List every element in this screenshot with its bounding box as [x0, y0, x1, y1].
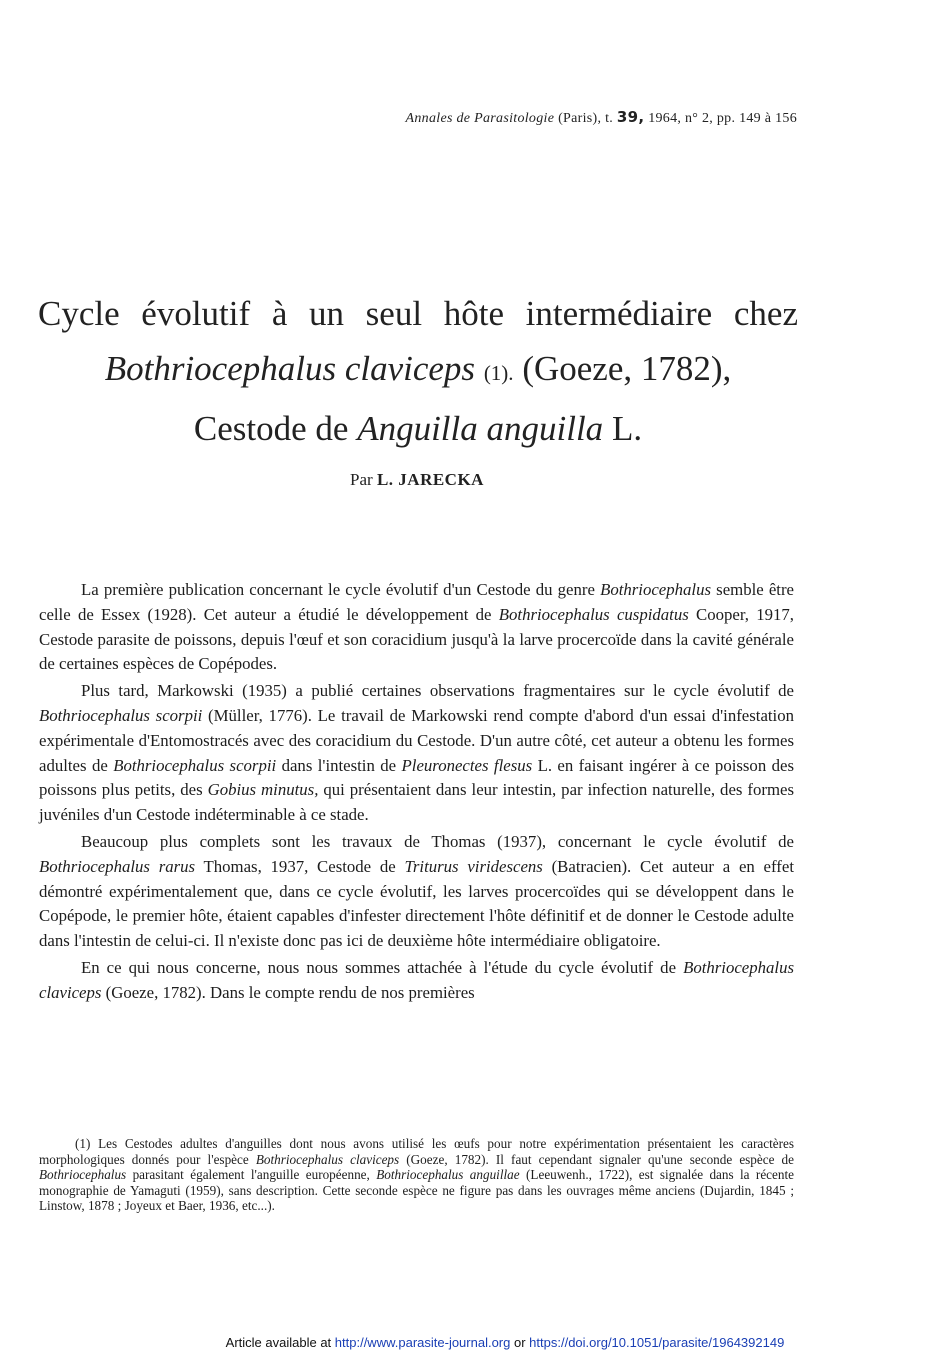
text-run: En ce qui nous concerne, nous nous sommes attachée à l'étude du cycle évolutif de — [81, 957, 684, 977]
species-name: Bothriocephalus — [600, 580, 712, 599]
article-body — [39, 578, 794, 1008]
title-line-3 — [38, 401, 798, 456]
journal-issue-pages: 1964, n° 2, pp. 149 à 156 — [648, 111, 797, 126]
text-run: Beaucoup plus complets sont les travaux de Thomas (1937), concernant le cycle évolutif de — [81, 831, 794, 851]
text-run: Thomas, 1937, Cestode de — [195, 856, 405, 876]
author-line — [0, 470, 834, 490]
footnote-reference: (1). — [483, 361, 514, 385]
species-name: Triturus viridescens — [404, 856, 543, 876]
text-run: (Müller, 1776). Le travail de Markowski rend compte d'abord d'un essai d'infestation expérimentale d'Entomostracés avec des coracidium du Cestode. D'un autre côté, cet auteur a obtenu les formes adultes de — [39, 705, 795, 775]
paragraph-1 — [39, 578, 794, 677]
text-run: Plus tard, Markowski (1935) a publié certaines observations fragmentaires sur le cycle évolutif de — [81, 681, 794, 701]
title-authority: (Goeze, 1782), — [522, 349, 732, 388]
species-name: Bothriocephalus claviceps — [255, 1151, 400, 1167]
author-name: L. JARECKA — [376, 470, 484, 489]
species-name: Bothriocephalus — [39, 1167, 127, 1183]
journal-volume: 39, — [616, 108, 645, 126]
species-name: Bothriocephalus claviceps — [39, 957, 794, 1002]
doi-link[interactable]: https://doi.org/10.1051/parasite/1964392149 — [529, 1335, 785, 1350]
species-name: Gobius minutus, — [207, 780, 319, 800]
text-run: (Goeze, 1782). Dans le compte rendu de nos premières — [101, 982, 475, 1002]
paragraph-2 — [39, 679, 794, 828]
journal-citation — [406, 108, 798, 127]
text-run: L. en faisant ingérer à ce poisson des poissons plus petits, des — [39, 755, 794, 800]
paragraph-4 — [39, 956, 794, 1006]
title-host-authority: L. — [611, 409, 643, 448]
title-species: claviceps — [344, 349, 476, 388]
footnote — [39, 1136, 794, 1214]
title-host: Anguilla anguilla — [357, 409, 604, 448]
text-run: dans l'intestin de — [276, 755, 402, 775]
text-run: semble être celle de Essex (1928). Cet auteur a étudié le développement de — [39, 580, 794, 624]
species-name: Pleuronectes flesus — [401, 755, 533, 775]
species-name: Bothriocephalus rarus — [39, 856, 196, 876]
title-cestode-de: Cestode de — [193, 409, 349, 448]
title-line-1: Cycle évolutif à un seul hôte intermédiaire chez — [38, 294, 798, 333]
text-run: La première publication concernant le cycle évolutif d'un Cestode du genre — [81, 580, 601, 599]
species-name: Bothriocephalus scorpii — [39, 705, 203, 725]
species-name: Bothriocephalus scorpii — [113, 755, 277, 775]
species-name: Bothriocephalus cuspidatus — [498, 604, 689, 624]
availability-footer — [0, 1335, 930, 1350]
text-run: Cooper, 1917, Cestode parasite de poissons, depuis l'œuf et son coracidium jusqu'à la larve procercoïde dans la cavité générale de certaines espèces de Copépodes. — [39, 604, 794, 674]
text-run: (Batracien). Cet auteur a en effet démontré expérimentalement que, dans ce cycle évolutif, les larves procercoïdes qui se développent dans le Copépode, le premier hôte, étaient capables d'infester directement l'hôte définitif et de donner le Cestode adulte dans l'intestin de celui-ci. Il n'existe donc pas ici de deuxième hôte intermédiaire obligatoire. — [39, 856, 794, 951]
journal-city: (Paris), t. — [558, 111, 614, 126]
text-run: (Goeze, 1782). Il faut cependant signaler qu'une seconde espèce de — [399, 1151, 794, 1167]
text-run: qui présentaient dans leur intestin, par infection naturelle, des formes juvéniles d'un Cestode indéterminable à ce stade. — [39, 780, 794, 825]
journal-name: Annales de Parasitologie — [405, 111, 555, 126]
title-line-2 — [38, 341, 798, 401]
text-run: (1) Les Cestodes adultes d'anguilles dont nous avons utilisé les œufs pour notre expérimentation présentaient les caractères morphologiques donnés pour l'espèce — [39, 1136, 794, 1167]
title-genus: Bothriocephalus — [104, 349, 337, 388]
species-name: Bothriocephalus anguillae — [376, 1167, 520, 1183]
text-run: parasitant également l'anguille européenne, — [126, 1167, 377, 1183]
article-title — [38, 286, 798, 456]
paragraph-3 — [39, 830, 794, 954]
author-prefix: Par — [350, 470, 373, 489]
footer-prefix: Article available at — [225, 1335, 335, 1350]
footer-or: or — [510, 1335, 530, 1350]
text-run: (Leeuwenh., 1722), est signalée dans la récente monographie de Yamaguti (1959), sans description. Cette seconde espèce ne figure pas dans les ouvrages même anciens (Dujardin, 1845 ; Linstow, 1878 ; Joyeux et Baer, 1936, etc...). — [39, 1167, 794, 1214]
journal-link[interactable]: http://www.parasite-journal.org — [334, 1335, 511, 1350]
